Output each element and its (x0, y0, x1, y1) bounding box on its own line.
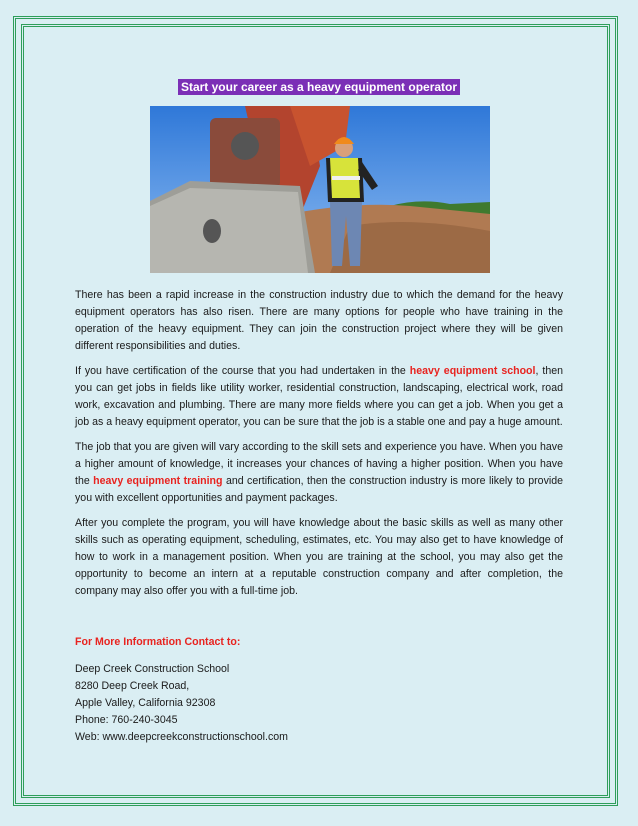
page-title: Start your career as a heavy equipment operator (178, 79, 460, 95)
paragraph-2 (75, 363, 563, 431)
school-name: Deep Creek Construction School (75, 663, 230, 675)
heavy-equipment-training-link[interactable]: heavy equipment training (93, 475, 223, 487)
website: Web: www.deepcreekconstructionschool.com (75, 731, 288, 743)
paragraph-3-text-b: and certification, then the construction industry is more likely to provide you with excellent opportunities and payment packages. (75, 475, 564, 504)
bucket-face (150, 188, 308, 273)
heavy-equipment-school-link[interactable]: heavy equipment school (409, 365, 536, 377)
bucket-hole (203, 219, 221, 243)
contact-block (75, 661, 563, 746)
vest-stripe (332, 176, 360, 180)
paragraph-3 (75, 439, 563, 507)
paragraph-1: There has been a rapid increase in the construction industry due to which the demand for the heavy equipment operators has also risen. There are many options for people who have training in the operation of the heavy equipment. They can join the construction project where they will be given different responsibilities and duties. (75, 289, 563, 352)
paragraph-4: After you complete the program, you will have knowledge about the basic skills as well as many other skills such as operating equipment, scheduling, estimates, etc. You may also get to have knowledge of how to work in a management position. When you are training at the school, you may also get the opportunity to become an intern at a reputable construction company and after completion, the company may also offer you with a full-time job. (75, 517, 563, 597)
paragraph-2-text-a: If you have certification of the course that you had undertaken in the (75, 365, 410, 377)
heavy-equipment-photo (150, 106, 490, 273)
address-line-2: Apple Valley, California 92308 (75, 697, 216, 709)
paragraph-3-text-a: The job that you are given will vary according to the skill sets and experience you have. When you have a higher amount of knowledge, it increases your chances of having a higher position. When you have the (75, 441, 563, 487)
contact-heading: For More Information Contact to: (75, 636, 241, 648)
article-body (75, 287, 563, 746)
address-line-1: 8280 Deep Creek Road, (75, 680, 190, 692)
title-container (0, 78, 638, 96)
pivot-pin (231, 132, 259, 160)
paragraph-2-text-b: , then you can get jobs in fields like utility worker, residential construction, landscaping, electrical work, road work, excavation and plumbing. There are many more fields where you can get a job. When you get a job as a heavy equipment operator, you can be sure that the job is a stable one and pay a huge amount. (75, 365, 563, 428)
phone-number: Phone: 760-240-3045 (75, 714, 178, 726)
